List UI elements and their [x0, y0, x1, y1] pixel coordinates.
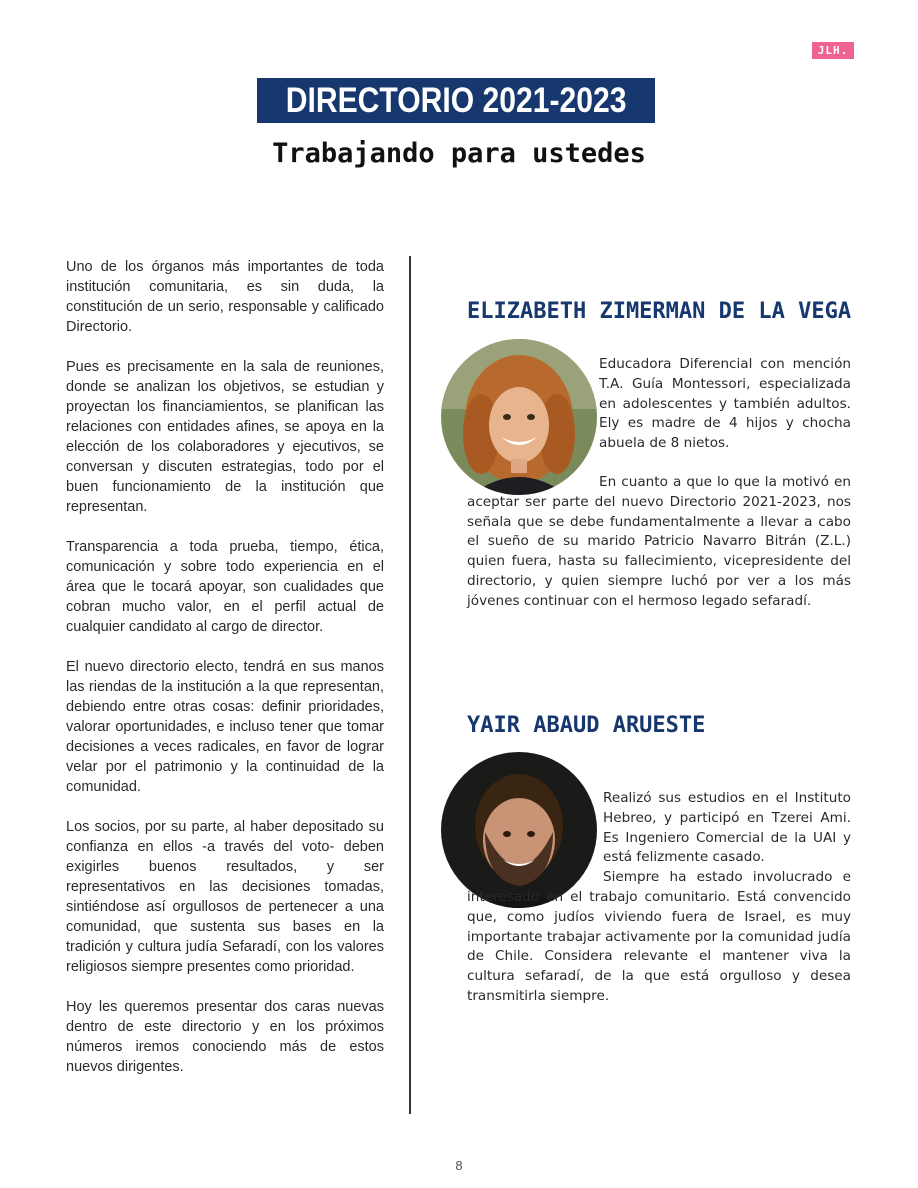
member-bio-text: Realizó sus estudios en el Instituto Hebreo, y participó en Tzerei Ami. Es Ingeniero Comercial de la UAI y está felizmente casado. [603, 790, 851, 866]
intro-paragraph: Uno de los órganos más importantes de toda institución comunitaria, es sin duda, la constitución de un serio, responsable y calificado Directorio. [66, 259, 384, 335]
intro-paragraph: Transparencia a toda prueba, tiempo, ética, comunicación y sobre todo experiencia en el área que le tocará apoyar, son cualidades que cobran mucho valor, en el perfil actual de cualquier candidato al cargo de director. [66, 539, 384, 635]
intro-paragraph: El nuevo directorio electo, tendrá en sus manos las riendas de la institución a la que representan, debiendo entre otras cosas: definir prioridades, valorar oportunidades, e incluso tener que tomar decisiones a veces radicales, en favor de lograr velar por el patrimonio y la continuidad de la comunidad. [66, 659, 384, 795]
member-bio-yair [467, 789, 851, 1007]
page-number: 8 [455, 1158, 463, 1173]
intro-paragraph: Pues es precisamente en la sala de reuniones, donde se analizan los objetivos, se estudian y proyectan los financiamientos, se planifican las relaciones con entidades afines, se apoya en la elección de los colaboradores y ejecutivos, se conversan y discuten estrategias, todo por el buen funcionamiento de la institución que representan. [66, 359, 384, 515]
member-name-yair: YAIR ABAUD ARUESTE [467, 713, 706, 738]
page-subtitle: Trabajando para ustedes [272, 138, 646, 169]
page-title-text: DIRECTORIO 2021-2023 [285, 81, 627, 120]
member-name-elizabeth: ELIZABETH ZIMERMAN DE LA VEGA [467, 299, 852, 324]
member-bio-text: Educadora Diferencial con mención T.A. Guía Montessori, especializada en adolescentes y también adultos. Ely es madre de 4 hijos y chocha abuela de 8 nietos. [599, 356, 851, 452]
page-title [257, 78, 655, 123]
intro-paragraph: Hoy les queremos presentar dos caras nuevas dentro de este directorio y en los próximos números iremos conociendo más de estos nuevos dirigentes. [66, 999, 384, 1075]
member-bio-text: Siempre ha estado involucrado e interesado en el trabajo comunitario. Está convencido que, como judíos viviendo fuera de Israel, es muy importante trabajar activamente por la comunidad judía de Chile. Considera relevante el mantener viva la cultura sefaradí, de la que está orgulloso y desea transmitirla siempre. [467, 869, 851, 1004]
member-bio-elizabeth [467, 355, 851, 612]
intro-paragraph: Los socios, por su parte, al haber depositado su confianza en ellos -a través del voto- deben exigirles buenos resultados, y ser representativos en las decisiones tomadas, sintiéndose así orgullosos de pertenecer a una comunidad, que sustenta sus bases en la tradición y cultura judía Sefaradí, con los valores religiosos siempre presentes como prioridad. [66, 819, 384, 975]
column-divider [409, 256, 411, 1114]
intro-column [66, 257, 384, 1097]
member-bio-text: En cuanto a que lo que la motivó en aceptar ser parte del nuevo Directorio 2021-2023, nos señala que se debe fundamentalmente a llevar a cabo el sueño de su marido Patricio Navarro Bitrán (Z.L.) quien fuera, hasta su fallecimiento, vicepresidente del directorio, y quien siempre luchó por ver a los más jóvenes continuar con el hermoso legado sefaradí. [467, 473, 851, 609]
magazine-logo: JLH. [812, 42, 854, 59]
